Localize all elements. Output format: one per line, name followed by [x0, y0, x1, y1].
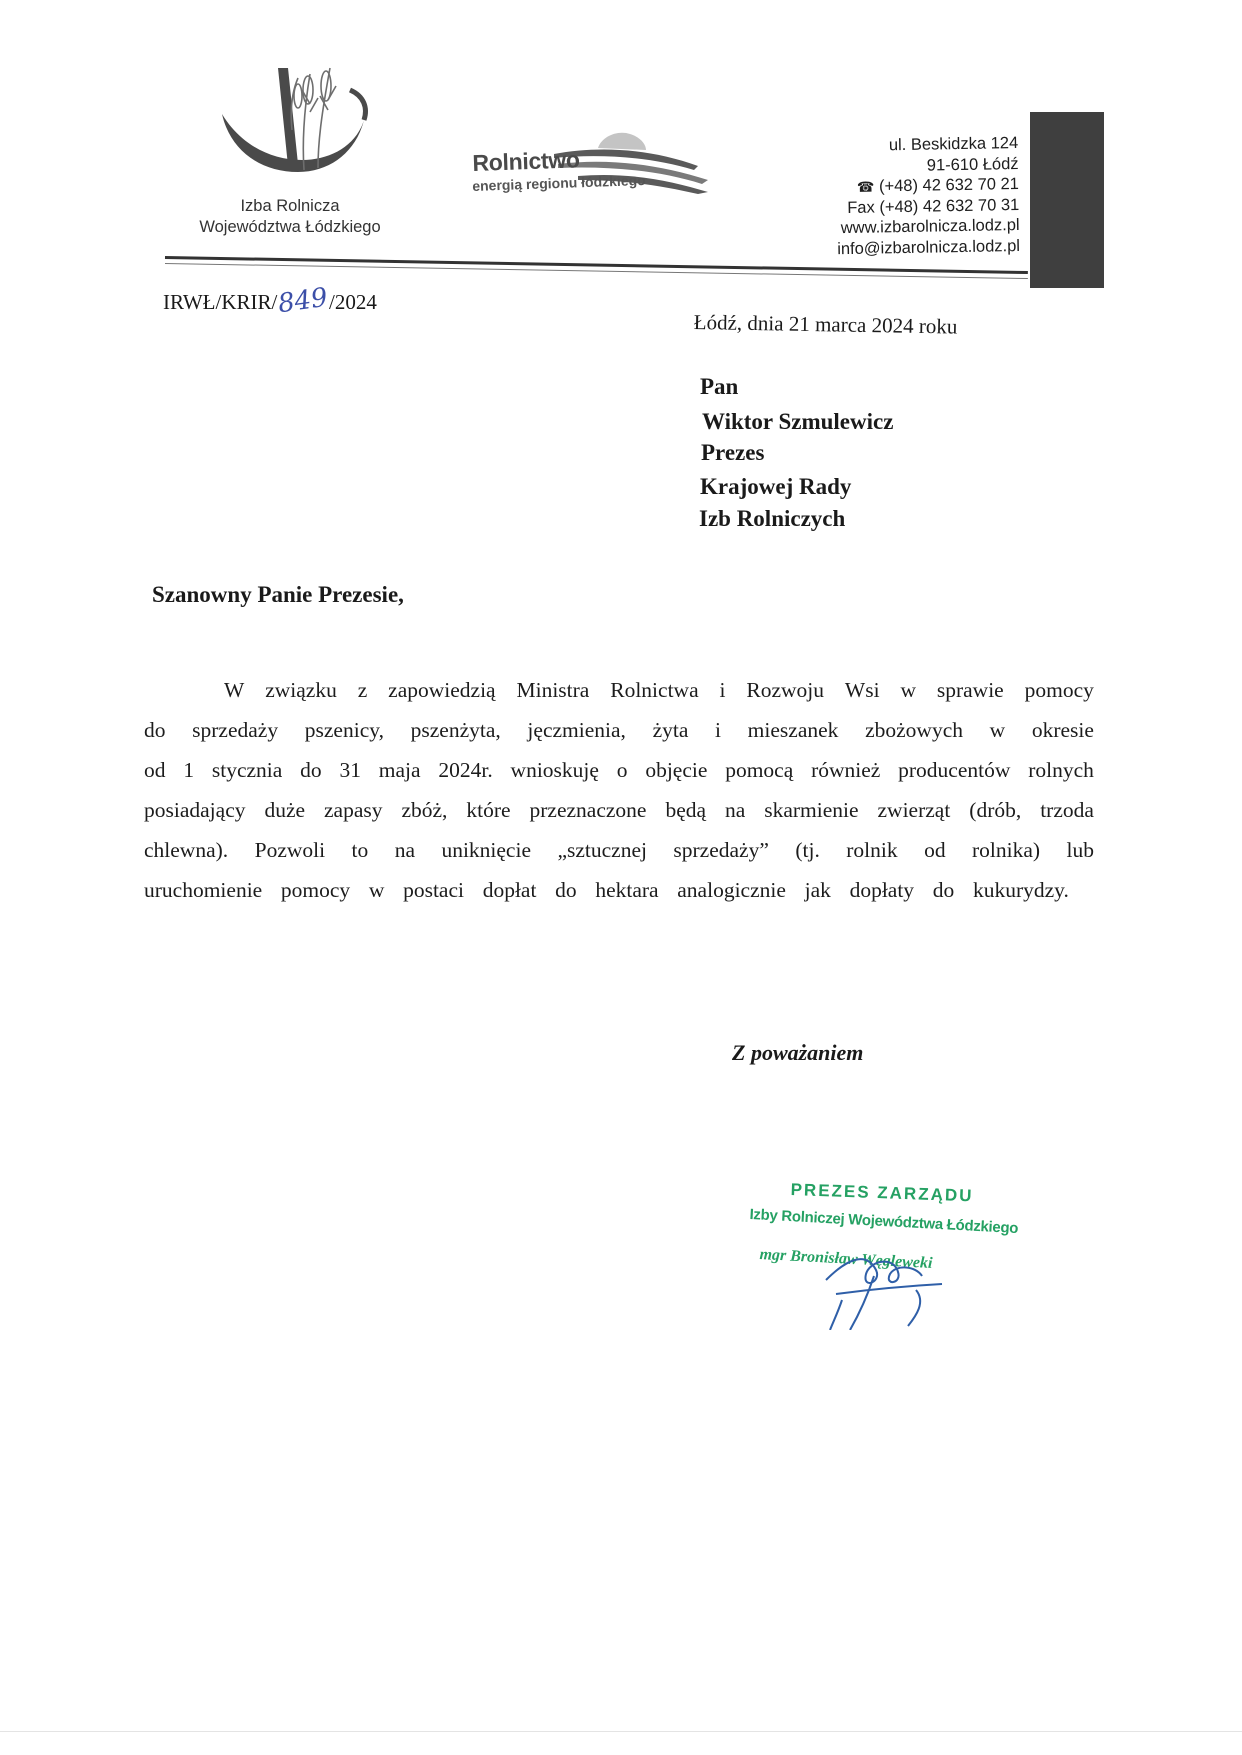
body-word: związku [265, 678, 337, 702]
body-word: do [144, 718, 166, 742]
handwritten-signature [766, 1220, 1026, 1330]
letter-date: Łódź, dnia 21 marca 2024 roku [693, 310, 958, 339]
contact-block [760, 133, 1020, 260]
body-word: które [466, 798, 511, 822]
body-word: jęczmienia, [527, 718, 626, 742]
body-word: postaci [403, 878, 464, 902]
contact-postal: 91-610 Łódź [926, 154, 1019, 175]
body-word: pomocą [725, 758, 794, 782]
body-word: objęcie [645, 758, 708, 782]
body-word: skarmienie [764, 798, 859, 822]
body-word: Pozwoli [254, 838, 326, 862]
page-bottom-edge [0, 1731, 1242, 1732]
recipient-line: Krajowej Rady [700, 474, 852, 499]
recipient-line: Izb Rolniczych [699, 506, 846, 531]
body-word: na [724, 798, 746, 822]
body-word: duże [264, 798, 306, 822]
body-word: do [932, 878, 955, 902]
body-word: stycznia [211, 758, 283, 782]
body-word: (drób, [969, 798, 1022, 822]
body-word: to [351, 838, 369, 862]
body-word: W [224, 678, 245, 702]
body-word: okresie [1031, 718, 1094, 742]
body-word: Wsi [844, 678, 880, 702]
reference-handwritten-number: 849 [276, 282, 330, 320]
contact-street: ul. Beskidzka 124 [888, 133, 1019, 155]
body-word: również [811, 758, 881, 782]
body-word: pomocy [1024, 678, 1094, 702]
body-word: rolnika) [972, 838, 1041, 862]
organization-name-line1: Izba Rolnicza [240, 197, 340, 215]
body-word: i [715, 718, 722, 742]
body-word: sprzedaży” [673, 838, 769, 862]
body-word: do [555, 878, 577, 902]
body-line [144, 718, 1094, 743]
body-word: sprawie [936, 678, 1004, 702]
body-word: pomocy [280, 878, 351, 902]
reference-number [163, 282, 377, 320]
body-line [144, 758, 1094, 783]
body-word: od [924, 838, 946, 862]
reference-suffix: /2024 [328, 290, 377, 314]
body-word: jak [804, 878, 831, 902]
body-word: o [616, 758, 628, 782]
body-word: uruchomienie [144, 878, 263, 902]
body-word: Ministra [516, 678, 590, 702]
campaign-logo-title: Rolnictwo [472, 146, 581, 176]
body-word: kukurydzy. [972, 878, 1069, 902]
body-word: „sztucznej [557, 838, 647, 862]
body-word: dopłat [482, 878, 537, 902]
body-word: uniknięcie [441, 838, 531, 862]
header-accent-bar [1030, 112, 1104, 288]
body-line [144, 798, 1094, 823]
body-word: żyta [652, 718, 689, 742]
body-word: hektara [595, 878, 659, 902]
body-word: zapasy [324, 798, 383, 822]
body-word: 2024r. [438, 758, 493, 782]
phone-icon: ☎ [856, 178, 875, 195]
body-word: na [394, 838, 415, 862]
body-word: 1 [183, 758, 195, 782]
official-stamp [746, 1180, 1036, 1330]
contact-fax-label: Fax [847, 198, 875, 217]
contact-website[interactable]: www.izbarolnicza.lodz.pl [840, 215, 1020, 238]
stamp-name: mgr Bronisław Węgleweki [759, 1246, 933, 1273]
body-word: rolnych [1028, 758, 1094, 782]
body-word: w [368, 878, 385, 902]
salutation: Szanowny Panie Prezesie, [152, 582, 404, 607]
body-word: do [300, 758, 322, 782]
body-word: producentów [898, 758, 1011, 782]
body-word: będą [665, 798, 707, 822]
body-word: i [719, 678, 726, 702]
body-word: maja [378, 758, 421, 782]
contact-phone: (+48) 42 632 70 21 [878, 174, 1020, 196]
body-word: 31 [339, 758, 361, 782]
body-word: Rozwoju [746, 678, 825, 702]
body-word: zwierząt [877, 798, 951, 822]
body-word: (tj. [795, 838, 820, 862]
contact-email[interactable]: info@izbarolnicza.lodz.pl [837, 236, 1021, 258]
body-word: analogicznie [677, 878, 786, 902]
closing: Z poważaniem [732, 1040, 864, 1065]
body-word: chlewna). [144, 838, 229, 862]
body-word: Rolnictwa [610, 678, 699, 702]
body-word: mieszanek [747, 718, 839, 742]
body-line [144, 838, 1094, 863]
body-word: zapowiedzią [388, 678, 496, 702]
body-word: w [900, 678, 916, 702]
stamp-title: PREZES ZARZĄDU [790, 1180, 974, 1206]
recipient-line: Pan [700, 374, 739, 399]
reference-prefix: IRWŁ/KRIR/ [163, 290, 278, 314]
body-word: trzoda [1040, 798, 1094, 822]
body-line [144, 878, 1069, 903]
body-word: pszenicy, [304, 718, 384, 742]
body-word: posiadający [144, 798, 246, 822]
organization-name-line2: Województwa Łódzkiego [199, 218, 381, 236]
body-word: rolnik [846, 838, 898, 862]
sickle-wheat-logo-icon [218, 60, 380, 185]
body-word: zbożowych [865, 718, 963, 742]
body-word: z [357, 678, 368, 702]
body-word: sprzedaży [192, 718, 279, 742]
campaign-logo-subtitle: energią regionu łódzkiego [472, 171, 646, 194]
body-word: pszenżyta, [410, 718, 501, 742]
body-word: lub [1066, 838, 1094, 862]
body-word: wnioskuję [510, 758, 599, 782]
body-word: przeznaczone [529, 798, 647, 822]
body-word: zbóż, [401, 798, 448, 822]
stamp-organization: Izby Rolniczej Województwa Łódzkiego [749, 1206, 1019, 1238]
contact-fax: (+48) 42 632 70 31 [879, 195, 1020, 216]
recipient-line: Wiktor Szmulewicz [702, 409, 894, 434]
body-word: od [144, 758, 166, 782]
body-word: w [989, 718, 1006, 742]
organization-name [165, 196, 415, 238]
body-word: dopłaty [849, 878, 915, 902]
body-line [224, 678, 1094, 703]
recipient-line: Prezes [701, 440, 765, 465]
